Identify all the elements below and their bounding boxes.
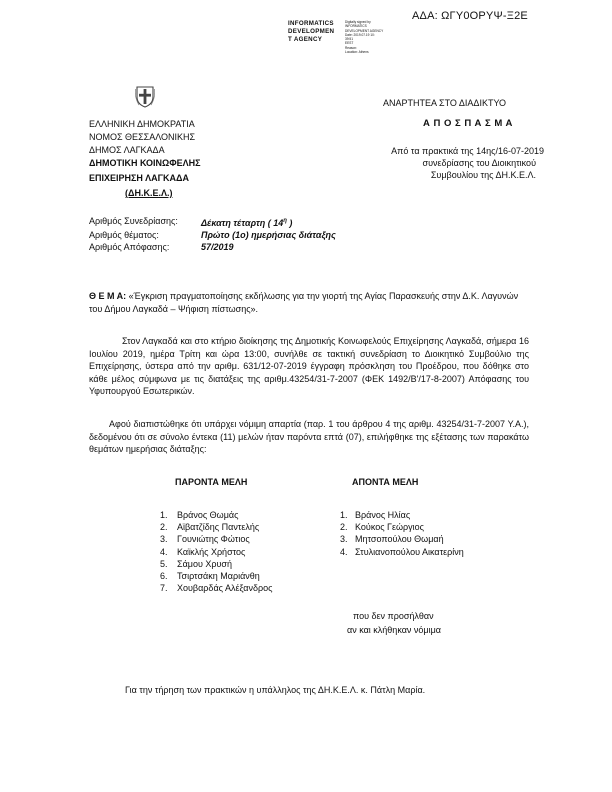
decision-number-row: [89, 241, 336, 253]
list-item: [340, 533, 464, 545]
member-name: Σάμου Χρυσή: [177, 558, 232, 569]
member-name: Κούκος Γεώργιος: [355, 522, 425, 533]
member-number: 2.: [340, 522, 348, 533]
absent-members-header: ΑΠΟΝΤΑ ΜΕΛΗ: [352, 477, 419, 487]
stamp-detail-line: EEST: [345, 41, 354, 46]
session-meta: [89, 215, 336, 253]
body-text: Στον Λαγκαδά και στο κτήριο διοίκησης της Δημοτικής Κοινωφελούς Επιχείρησης Λαγκαδά, σήμερα 16 Ιουλίου 2019, ημέρα Τρίτη και ώρα 13:00, συνήλθε σε τακτική συνεδρίαση το Διοικητικό Συμβούλιο της Επιχείρησης, ύστερα από την αριθμ. 631/12-07-2019 έγγραφη πρόσκληση του Προέδρου, που δόθηκε στο κάθε μέλος σύμφωνα με τις διατάξεις της αριθμ.43254/31-7-2007 (ΦΕΚ 1492/Β'/17-8-2007) Απόφασης του Υφυπουργού Εσωτερικών.: [89, 336, 529, 396]
member-name: Στυλιανοπούλου Αικατερίνη: [355, 546, 464, 557]
signature-stamp-details: [345, 20, 383, 54]
member-number: 3.: [340, 534, 348, 545]
session-number-close: ): [286, 218, 293, 228]
issuer-line: ΕΛΛΗΝΙΚΗ ΔΗΜΟΚΡΑΤΙΑ: [89, 119, 195, 129]
list-item: [160, 546, 272, 558]
list-item: [160, 509, 272, 521]
ada-code: ΑΔΑ: ΩΓΥ0ΟΡΥΨ-Ξ2Ε: [412, 10, 528, 22]
minutes-keeper-note: Για την τήρηση των πρακτικών η υπάλληλος της ΔΗ.Κ.Ε.Λ. κ. Πάτλη Μαρία.: [125, 685, 426, 695]
member-name: Γουνιώτης Φώτιος: [177, 534, 250, 545]
entity-line: ΕΠΙΧΕΙΡΗΣΗ ΛΑΓΚΑΔΑ: [89, 173, 189, 183]
issuer-line: ΔΗΜΟΣ ΛΑΓΚΑΔΑ: [89, 145, 165, 155]
session-number-label: Αριθμός Συνεδρίασης:: [89, 216, 178, 226]
list-item: [160, 533, 272, 545]
decision-number-value: 57/2019: [201, 242, 234, 252]
stamp-detail-line: Reason:: [345, 45, 357, 50]
signature-stamp-org: [288, 20, 334, 44]
minutes-line: Συμβουλίου της ΔΗ.Κ.Ε.Λ.: [430, 170, 536, 180]
issuer-block: [89, 118, 201, 200]
decision-number-label: Αριθμός Απόφασης:: [89, 242, 170, 252]
list-item: [160, 570, 272, 582]
stamp-detail-line: INFORMATICS: [345, 24, 367, 29]
stamp-detail-line: 39:51: [345, 37, 353, 42]
stamp-detail-line: Digitally signed by: [345, 20, 371, 24]
absent-note-line-1: που δεν προσήλθαν: [353, 611, 434, 621]
session-number-value: [201, 215, 292, 229]
list-item: [340, 509, 464, 521]
list-item: [160, 521, 272, 533]
post-online-label: ΑΝΑΡΤΗΤΕΑ ΣΤΟ ΔΙΑΔΙΚΤΥΟ: [383, 98, 506, 108]
stamp-detail-line: DEVELOPMENT AGENCY: [345, 28, 384, 33]
member-name: Αϊβατζίδης Παντελής: [177, 522, 260, 533]
stamp-org-line: DEVELOPMEN: [288, 28, 335, 35]
member-name: Καϊκλής Χρήστος: [177, 546, 246, 557]
list-item: [340, 546, 464, 558]
member-name: Βράνος Ηλίας: [355, 510, 411, 520]
member-number: 1.: [160, 510, 168, 520]
member-number: 5.: [160, 558, 168, 569]
member-name: Τσιρτσάκη Μαριάνθη: [177, 571, 260, 582]
session-number-text: Δέκατη τέταρτη ( 14: [201, 218, 284, 228]
body-paragraph-2: [89, 418, 529, 456]
session-number-row: [89, 215, 336, 229]
stamp-org-line: T AGENCY: [288, 36, 323, 43]
member-name: Χουβαρδάς Αλέξανδρος: [177, 583, 273, 594]
member-number: 7.: [160, 583, 168, 594]
member-name: Βράνος Θωμάς: [177, 510, 239, 520]
member-name: Μητσοπούλου Θωμαή: [355, 534, 444, 545]
present-members-header: ΠΑΡΟΝΤΑ ΜΕΛΗ: [175, 477, 248, 487]
subject-label: Θ Ε Μ Α:: [89, 291, 127, 301]
subject-text: «Έγκριση πραγματοποίησης εκδήλωσης για την γιορτή της Αγίας Παρασκευής στην Δ.Κ. Λαγυνών του Δήμου Λαγκαδά – Ψήφιση πίστωσης».: [89, 291, 519, 314]
session-number-sup: η: [283, 218, 287, 224]
stamp-detail-line: Date: 2019.07.19 10:: [345, 32, 375, 37]
absent-note-line-2: αν και κλήθηκαν νόμιμα: [347, 625, 441, 635]
greek-coat-of-arms-icon: [135, 84, 155, 108]
minutes-line: Από τα πρακτικά της 14ης/16-07-2019: [391, 146, 544, 156]
minutes-reference: [318, 145, 544, 181]
body-text: Αφού διαπιστώθηκε ότι υπάρχει νόμιμη απαρτία (παρ. 1 του άρθρου 4 της αριθμ. 43254/31-7-2007 Υ.Α.), δεδομένου ότι σε σύνολο έντεκα (11) μελών ήταν παρόντα επτά (07), επιλήφθηκε της εξέτασης των παρακάτω θεμάτων ημερήσιας διάταξης:: [89, 419, 529, 454]
body-paragraph-1: [89, 335, 529, 398]
present-members-list: [160, 509, 272, 594]
topic-number-row: [89, 229, 336, 241]
member-number: 6.: [160, 571, 168, 582]
subject-paragraph: [89, 290, 529, 315]
document-type-title: Α Π Ο Σ Π Α Σ Μ Α: [423, 118, 513, 129]
issuer-line: ΝΟΜΟΣ ΘΕΣΣΑΛΟΝΙΚΗΣ: [89, 132, 196, 142]
stamp-org-line: INFORMATICS: [288, 20, 334, 27]
absent-members-list: [340, 509, 464, 558]
member-number: 2.: [160, 522, 168, 533]
member-number: 4.: [160, 546, 168, 557]
member-number: 1.: [340, 510, 348, 520]
member-number: 3.: [160, 534, 168, 545]
topic-number-label: Αριθμός θέματος:: [89, 230, 159, 240]
entity-abbreviation: (ΔΗ.Κ.Ε.Λ.): [125, 188, 173, 198]
topic-number-value: Πρώτο (1ο) ημερήσιας διάταξης: [201, 230, 336, 240]
list-item: [160, 558, 272, 570]
entity-line: ΔΗΜΟΤΙΚΗ ΚΟΙΝΩΦΕΛΗΣ: [89, 158, 201, 168]
stamp-detail-line: Location: Athens: [345, 50, 369, 55]
member-number: 4.: [340, 546, 348, 557]
list-item: [340, 521, 464, 533]
minutes-line: συνεδρίασης του Διοικητικού: [422, 158, 536, 168]
list-item: [160, 582, 272, 594]
